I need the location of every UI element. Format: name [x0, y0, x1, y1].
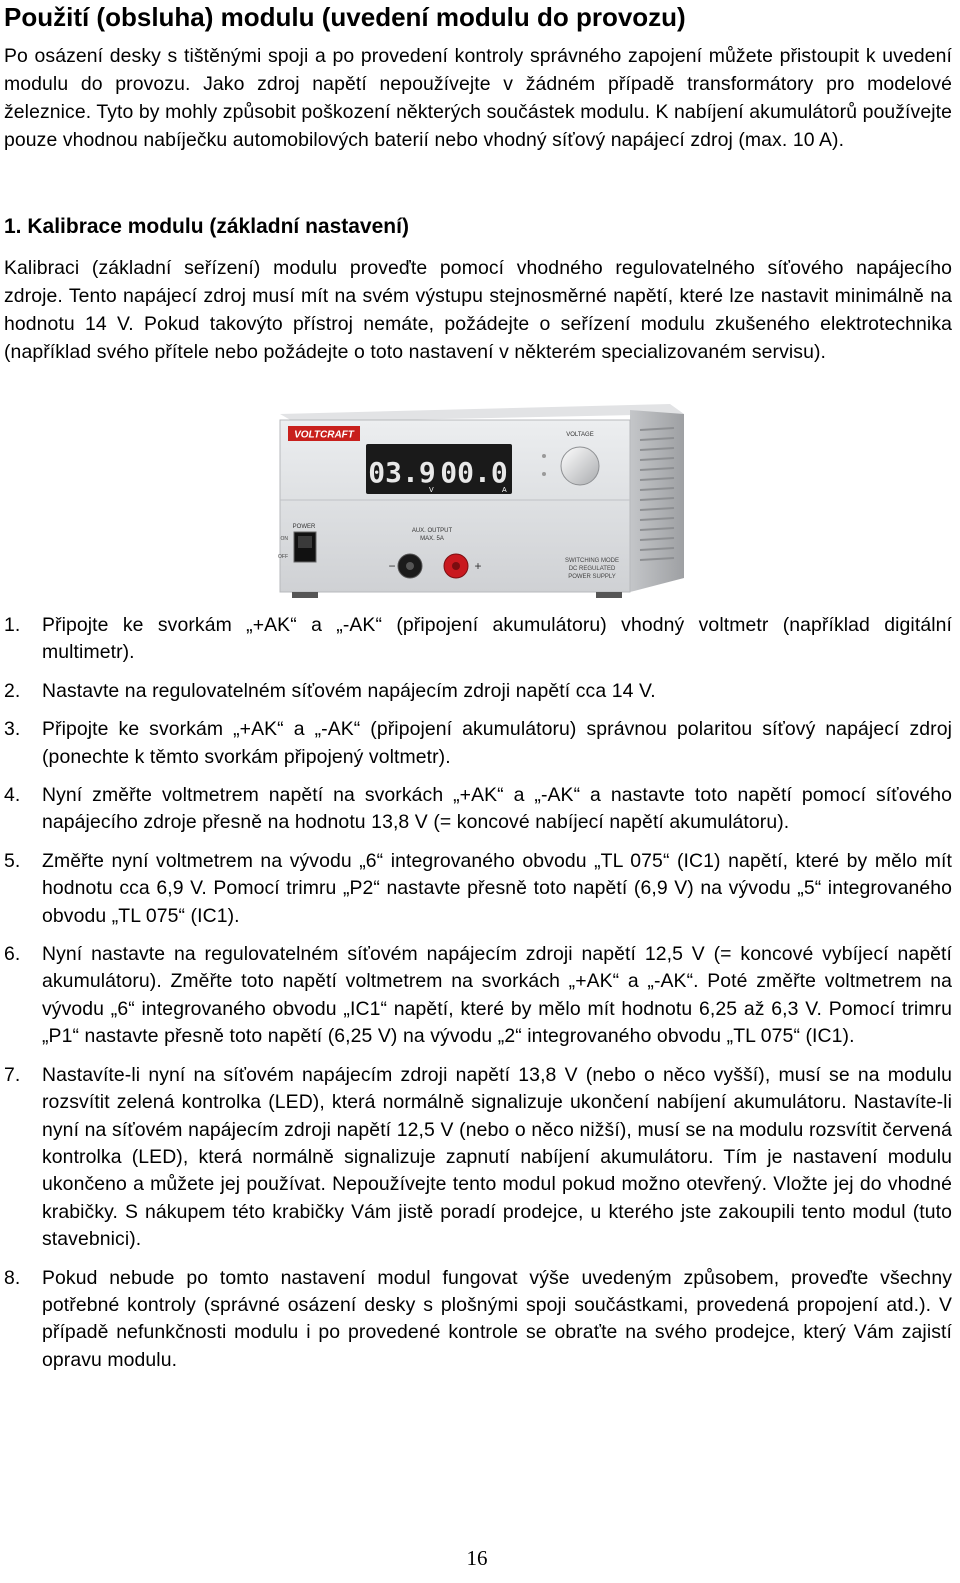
- model-label-1: SWITCHING MODE: [565, 558, 619, 564]
- step-text: Nastavte na regulovatelném síťovém napájecím zdroji napětí cca 14 V.: [42, 679, 656, 702]
- off-label: OFF: [278, 554, 288, 560]
- unit-volt: V: [429, 487, 434, 494]
- step-number: 1.: [4, 614, 21, 636]
- step-text: Změřte nyní voltmetrem na vývodu „6“ integrovaného obvodu „TL 075“ (IC1) napětí, které by mělo mít hodnotu cca 6,9 V. Pomocí trimru „P2“ nastavte přesně toto napětí (6,9 V) na vývodu „5“ integrovaného obvodu „TL 075“ (IC1).: [42, 849, 952, 927]
- list-item: [4, 782, 952, 837]
- unit-amp: A: [502, 487, 507, 494]
- power-label: POWER: [292, 524, 316, 530]
- step-number: 3.: [4, 718, 21, 741]
- step-number: 8.: [4, 1266, 21, 1289]
- step-text: Připojte ke svorkám „+AK“ a „-AK“ (připojení akumulátoru) vhodný voltmetr (například digitální multimetr).: [42, 614, 952, 664]
- step-number: 7.: [4, 1063, 21, 1086]
- minus-sign: −: [388, 559, 396, 573]
- step-text: Pokud nebude po tomto nastavení modul fungovat výše uvedeným způsobem, proveďte všechny potřebné kontroly (správné osázení desky s plošnými spoji součástkami, provedená propojení atd.). V případě nefunkčnosti modulu i po provedené kontrole se obraťte na svého prodejce, který Vám zajistí opravu modulu.: [42, 1266, 952, 1371]
- step-text: Nyní nastavte na regulovatelném síťovém napájecím zdroji napětí 12,5 V (= koncové vybíjecí napětí akumulátoru). Změřte toto napětí voltmetrem na svorkách „+AK“ a „-AK“. Poté změřte voltmetrem na vývodu „6“ integrovaného obvodu „IC1“ napětí, které by mělo mít hodnotu 6,25 až 6,3 V. Pomocí trimru „P1“ nastavte přesně toto napětí (6,25 V) na vývodu „2“ integrovaného obvodu „TL 075“ (IC1).: [42, 943, 952, 1048]
- current-readout: 00.0: [440, 456, 508, 489]
- step-text: Nastavíte-li nyní na síťovém napájecím zdroji napětí 13,8 V (nebo o něco vyšší), musí se na modulu rozsvítit zelená kontrolka (LED), která normálně signalizuje ukončení nabíjení akumulátoru. Nastavíte-li nyní na síťovém napájecím zdroji napětí 12,5 V (nebo o něco nižší), musí se na modulu rozsvítit červená kontrolka (LED), která normálně signalizuje zapnutí nabíjení akumulátoru. Tím je nastavení modulu ukončeno a můžete jej používat. Nepoužívejte tento modul pokud možno otevřený. Vložte jej do vhodné krabičky. S nákupem této krabičky Vám jistě poradí prodejce, u kterého jste zakoupili tento modul (tuto stavebnici).: [42, 1063, 952, 1251]
- foot-left: [292, 592, 318, 598]
- list-item: [4, 612, 952, 667]
- list-item: [4, 678, 952, 705]
- foot-right: [596, 592, 622, 598]
- list-item: [4, 716, 952, 771]
- calibration-paragraph: Kalibraci (základní seřízení) modulu proveďte pomocí vhodného regulovatelného síťového napájecího zdroje. Tento napájecí zdroj musí mít na svém výstupu stejnosměrné napětí, které lze nastavit minimálně na hodnotu 14 V. Pokud takovýto přístroj nemáte, požádejte o seřízení modulu zkušeného elektrotechnika (například svého přítele nebo požádejte o toto nastavení v některém specializovaném servisu).: [4, 257, 952, 363]
- knob-label: VOLTAGE: [566, 432, 594, 438]
- intro-paragraph: Po osázení desky s tištěnými spoji a po provedení kontroly správného zapojení můžete přistoupit k uvedení modulu do provozu. Jako zdroj napětí nepoužívejte v žádném případě transformátory pro modelové železnice. Tyto by mohly způsobit poškození některých součástek modulu. K nabíjení akumulátorů používejte pouze vhodnou nabíječku automobilových baterií nebo vhodný síťový napájecí zdroj (max. 10 A).: [4, 45, 952, 151]
- aux-max-label: MAX. 5A: [420, 536, 444, 542]
- case-top: [280, 404, 684, 422]
- voltage-readout: 03.9: [368, 456, 436, 489]
- power-supply-photo: [274, 400, 686, 600]
- voltage-knob: [561, 447, 599, 485]
- model-label-3: POWER SUPPLY: [568, 574, 616, 580]
- aux-output-label: AUX. OUTPUT: [411, 528, 453, 534]
- page-heading: Použití (obsluha) modulu (uvedení modulu do provozu): [4, 2, 686, 32]
- step-text: Nyní změřte voltmetrem napětí na svorkách „+AK“ a „-AK“ a nastavte toto napětí pomocí síťového napájecího zdroje přesně na hodnotu 13,8 V (= koncové nabíjecí napětí akumulátoru).: [42, 784, 952, 834]
- step-number: 4.: [4, 784, 21, 807]
- calibration-steps: [4, 612, 952, 1385]
- step-number: 6.: [4, 943, 21, 966]
- plus-sign: +: [474, 559, 482, 573]
- on-label: ON: [280, 536, 288, 542]
- page-number: 16: [466, 1546, 488, 1570]
- step-number: 5.: [4, 849, 21, 872]
- case-side: [630, 410, 684, 592]
- model-label-2: DC REGULATED: [568, 566, 616, 572]
- brand-text: VOLTCRAFT: [294, 429, 354, 441]
- list-item: [4, 848, 952, 930]
- step-number: 2.: [4, 679, 21, 702]
- list-item: [4, 1062, 952, 1254]
- list-item: [4, 941, 952, 1051]
- step-text: Připojte ke svorkám „+AK“ a „-AK“ (připojení akumulátoru) správnou polaritou síťový napájecí zdroj (ponechte k těmto svorkám připojený voltmetr).: [42, 718, 952, 768]
- list-item: [4, 1265, 952, 1375]
- power-supply-illustration: [274, 400, 686, 600]
- section-title: 1. Kalibrace modulu (základní nastavení): [4, 215, 409, 238]
